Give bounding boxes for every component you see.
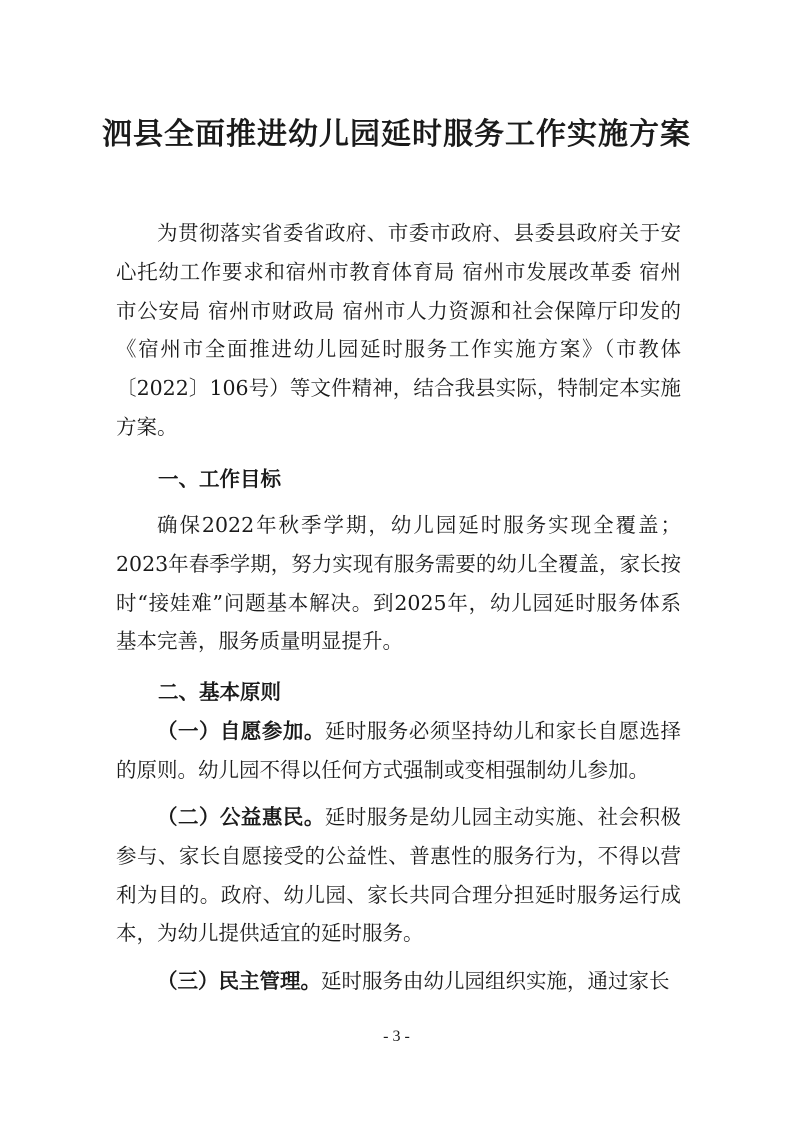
- principle-public-welfare: [116, 798, 681, 953]
- principle-voluntary: [116, 712, 681, 790]
- document-title: 泗县全面推进幼儿园延时服务工作实施方案: [102, 117, 691, 152]
- intro-paragraph: 为贯彻落实省委省政府、市委市政府、县委县政府关于安心托幼工作要求和宿州市教育体育局 宿州市发展改革委 宿州市公安局 宿州市财政局 宿州市人力资源和社会保障厅印发的《宿州市全面推进幼儿园延时服务工作实施方案》（市教体〔2022〕106号）等文件精神，结合我县实际，特制定本实施方案。: [116, 221, 681, 439]
- principle-text: 延时服务必须坚持幼儿和家长自愿选择的原则。幼儿园不得以任何方式强制或变相强制幼儿参加。: [116, 719, 682, 782]
- section-heading-principles: 二、基本原则: [158, 680, 281, 704]
- principle-label: （二）公益惠民。: [157, 805, 325, 829]
- principle-text: 延时服务由幼儿园组织实施，通过家长: [321, 969, 670, 993]
- principle-label: （三）民主管理。: [157, 969, 321, 993]
- principle-text: 延时服务是幼儿园主动实施、社会积极参与、家长自愿接受的公益性、普惠性的服务行为，不得以营利为目的。政府、幼儿园、家长共同合理分担延时服务运行成本，为幼儿提供适宜的延时服务。: [116, 805, 682, 946]
- goals-paragraph: 确保2022年秋季学期，幼儿园延时服务实现全覆盖；2023年春季学期，努力实现有服务需要的幼儿全覆盖，家长按时“接娃难”问题基本解决。到2025年，幼儿园延时服务体系基本完善，服务质量明显提升。: [116, 513, 681, 654]
- principle-democratic-management: [116, 962, 681, 1001]
- section-heading-goals: 一、工作目标: [158, 467, 281, 491]
- page-number: - 3 -: [383, 1028, 410, 1045]
- principle-label: （一）自愿参加。: [157, 719, 325, 743]
